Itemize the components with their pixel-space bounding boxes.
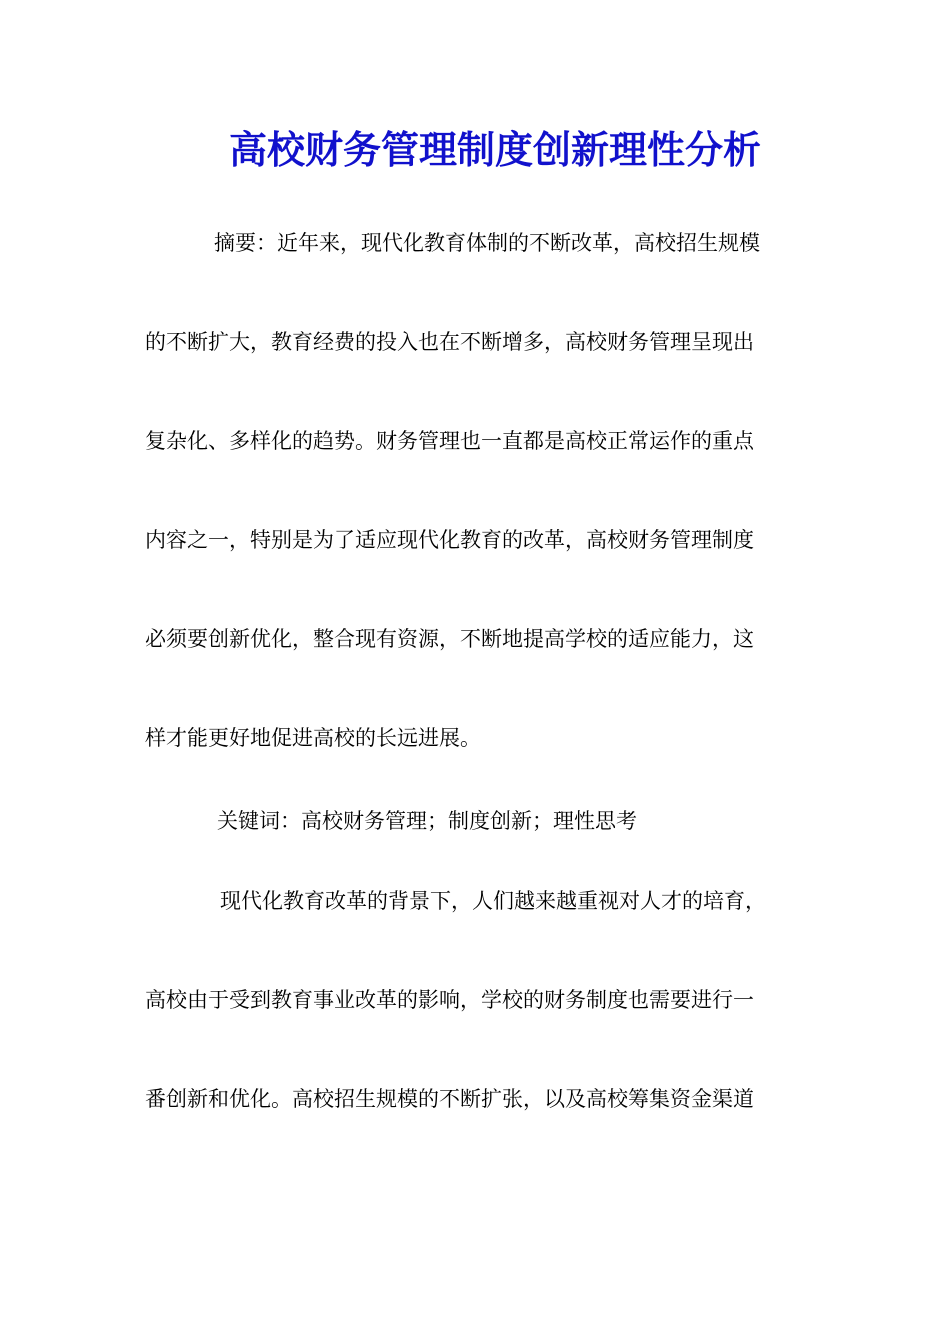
abstract-line: 摘要：近年来，现代化教育体制的不断改革，高校招生规模: [214, 231, 760, 255]
document-title: 高校财务管理制度创新理性分析: [228, 127, 761, 172]
abstract-line: 内容之一，特别是为了适应现代化教育的改革，高校财务管理制度: [145, 528, 754, 552]
abstract-line: 必须要创新优化，整合现有资源，不断地提高学校的适应能力，这: [145, 627, 754, 651]
body-line: 现代化教育改革的背景下，人们越来越重视对人才的培育，: [220, 889, 766, 913]
abstract-line: 复杂化、多样化的趋势。财务管理也一直都是高校正常运作的重点: [145, 429, 754, 453]
abstract-line: 样才能更好地促进高校的长远进展。: [145, 726, 481, 750]
abstract-line: 的不断扩大，教育经费的投入也在不断增多，高校财务管理呈现出: [145, 330, 754, 354]
body-line: 高校由于受到教育事业改革的影响，学校的财务制度也需要进行一: [145, 988, 754, 1012]
keywords-line: 关键词：高校财务管理；制度创新；理性思考: [217, 809, 637, 833]
body-line: 番创新和优化。高校招生规模的不断扩张，以及高校筹集资金渠道: [145, 1087, 754, 1111]
